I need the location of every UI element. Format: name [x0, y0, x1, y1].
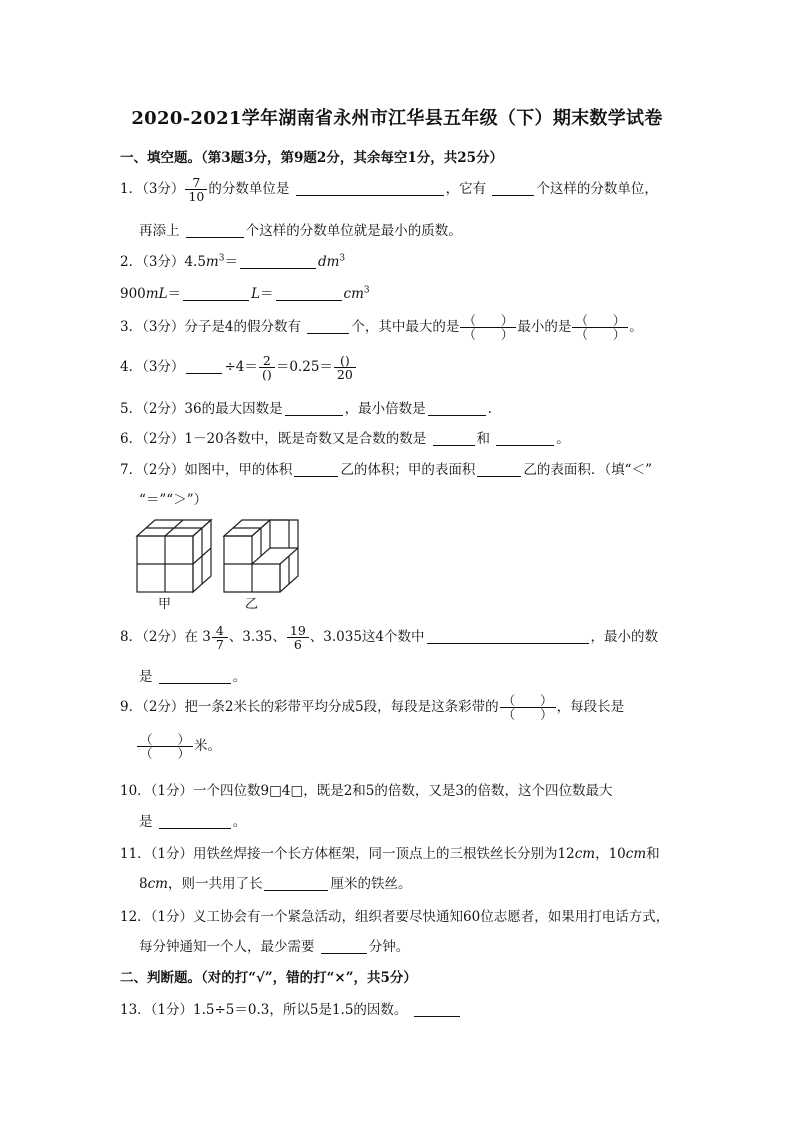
answer-blank[interactable] — [433, 431, 475, 446]
question-2: 2．（3分）$4.5m^3= dm^3$ — [120, 253, 346, 270]
answer-blank[interactable] — [183, 286, 249, 301]
answer-blank[interactable] — [496, 431, 554, 446]
answer-blank[interactable] — [240, 254, 316, 269]
question-11-line2: 8cm，则一共用了长 厘米的铁丝。 — [139, 876, 412, 892]
page-title: 2020-2021学年湖南省永州市江华县五年级（下）期末数学试卷 — [131, 108, 663, 129]
question-3: 3．（3分）分子是4的假分数有 个，其中最大的是 $\frac{( )}{( )}$ 最小的是 $\frac{( )}{( )}$ 。 — [120, 313, 643, 342]
question-7-line2: “＝”“＞”） — [139, 492, 208, 508]
question-6: 6．（2分）1－20各数中，既是奇数又是合数的数是 和 。 — [120, 431, 570, 447]
question-7: 7．（2分）如图中，甲的体积 乙的体积；甲的表面积 乙的表面积．（填“＜” — [120, 462, 652, 478]
answer-blank[interactable] — [428, 401, 486, 416]
fraction-19-6: $\frac{19}{6}$ — [287, 624, 309, 651]
answer-blank[interactable] — [492, 181, 534, 196]
answer-blank[interactable] — [186, 359, 222, 374]
fraction-blank[interactable]: $\frac{( )}{( )}$ — [572, 314, 628, 341]
question-13: 13．（1分）1.5÷5＝0.3，所以5是1.5的因数。 — [120, 998, 462, 1018]
answer-blank[interactable] — [159, 669, 231, 684]
question-10-line2: 是 。 — [139, 814, 247, 830]
answer-blank[interactable] — [264, 876, 328, 891]
answer-blank[interactable] — [294, 462, 338, 477]
answer-blank[interactable] — [307, 319, 349, 334]
question-9-line2: $\frac{( )}{( )}$ 米。 — [139, 733, 221, 760]
question-11: 11．（1分）用铁丝焊接一个长方体框架，同一顶点上的三根铁丝长分别为12cm，10cm和 — [120, 846, 660, 862]
question-9: 9．（2分）把一条2米长的彩带平均分成5段，每段是这条彩带的 $\frac{( )}{( )}$ ，每段长是 — [120, 693, 625, 722]
fraction-blank-20[interactable]: $\frac{()}{20}$ — [334, 354, 356, 381]
fraction-blank[interactable]: $\frac{( )}{( )}$ — [500, 694, 556, 721]
fraction-blank[interactable]: $\frac{( )}{( )}$ — [460, 314, 516, 341]
question-10: 10．（1分）一个四位数9□4□，既是2和5的倍数，又是3的倍数，这个四位数最大 — [120, 783, 613, 799]
question-12-line2: 每分钟通知一个人，最少需要 分钟。 — [139, 939, 410, 955]
question-8: 8．（2分）在 3 $\frac{4}{7}$ 、3.35、 $\frac{19}{6}$ 、3.035这4个数中 ，最小的数 — [120, 623, 659, 652]
question-1: 1．（3分） $\frac{7}{10}$ 的分数单位是 ，它有 个这样的分数单位， — [120, 175, 658, 204]
answer-blank[interactable] — [186, 223, 244, 238]
answer-blank[interactable] — [414, 1002, 460, 1017]
question-1-line2: 再添上 个这样的分数单位就是最小的质数。 — [139, 223, 462, 239]
section-heading-fill-in: 一、填空题。（第3题3分，第9题2分，其余每空1分，共25分） — [120, 150, 504, 166]
answer-blank[interactable] — [285, 401, 343, 416]
question-2-line2: $900mL= L= cm^3$ — [120, 285, 370, 302]
question-12: 12．（1分）义工协会有一个紧急活动，组织者要尽快通知60位志愿者，如果用打电话方式， — [120, 909, 670, 925]
question-5: 5．（2分）36的最大因数是 ，最小倍数是 . — [120, 401, 492, 417]
fraction-2-blank[interactable]: $\frac{2}{()}$ — [259, 354, 275, 381]
figure-label-yi: 乙 — [245, 597, 259, 612]
answer-blank[interactable] — [321, 939, 367, 954]
cube-figure-jia — [135, 518, 235, 613]
question-4: 4．（3分） ÷4＝ $\frac{2}{()}$ ＝0.25＝ $\frac{()}{20}$ — [120, 354, 357, 381]
answer-blank[interactable] — [159, 814, 231, 829]
figure-label-jia: 甲 — [158, 597, 172, 612]
fraction-7-10: $\frac{7}{10}$ — [185, 176, 207, 203]
section-heading-true-false: 二、判断题。（对的打“√”，错的打“×”，共5分） — [120, 970, 417, 986]
question-8-line2: 是 。 — [139, 669, 247, 685]
answer-blank[interactable] — [477, 462, 521, 477]
answer-blank[interactable] — [276, 286, 342, 301]
answer-blank[interactable] — [427, 629, 589, 644]
cube-figure-yi — [222, 518, 322, 613]
fraction-blank[interactable]: $\frac{( )}{( )}$ — [137, 733, 193, 760]
answer-blank[interactable] — [296, 181, 444, 196]
fraction-4-7: $\frac{4}{7}$ — [212, 624, 228, 651]
